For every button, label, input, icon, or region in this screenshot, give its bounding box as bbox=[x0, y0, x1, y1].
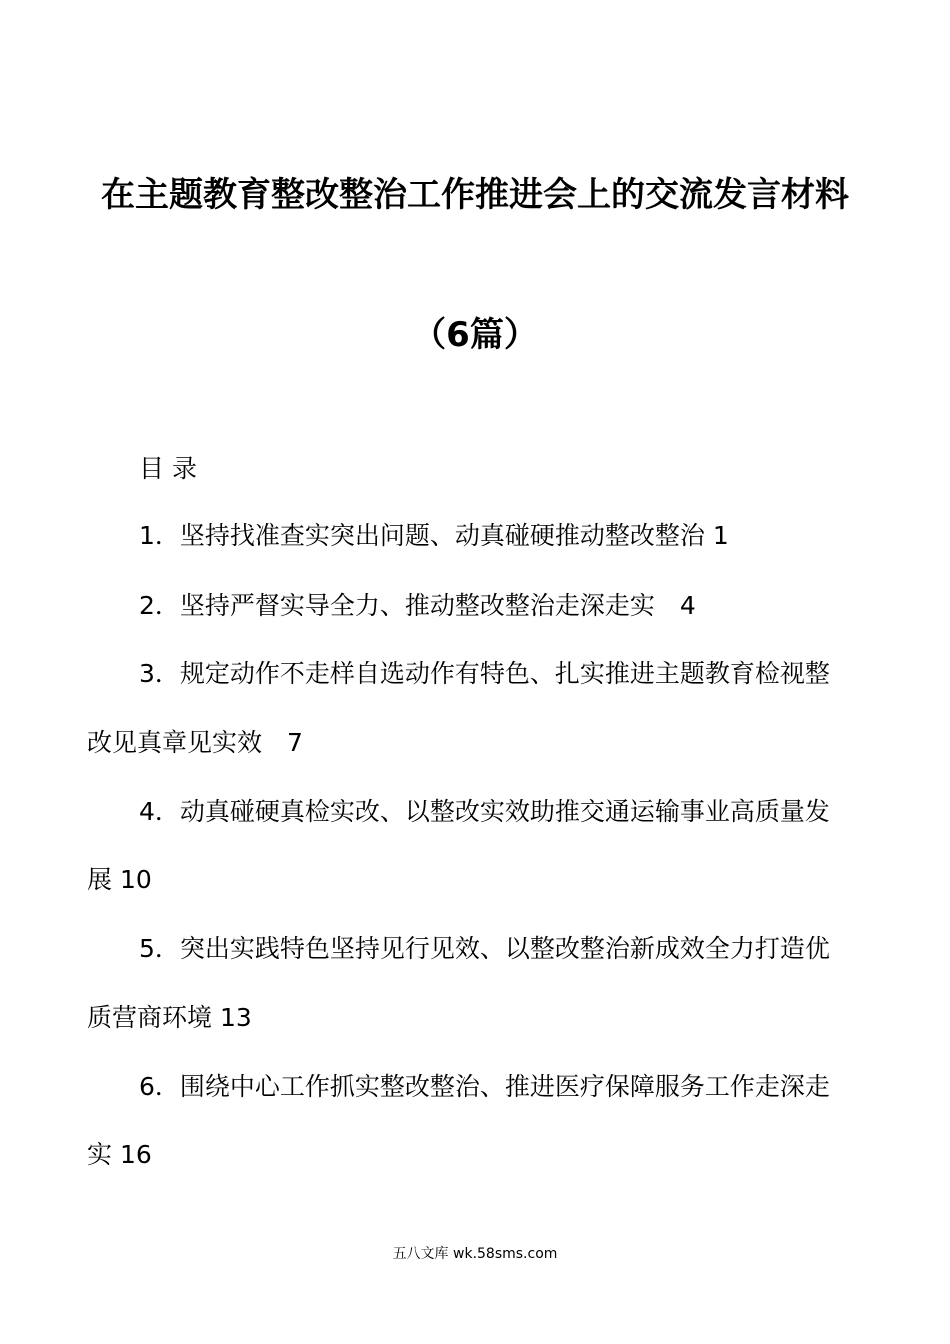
toc-item-4-line-1: 4．动真碰硬真检实改、以整改实效助推交通运输事业高质量发 bbox=[139, 797, 830, 826]
toc-item-6-line-1: 6．围绕中心工作抓实整改整治、推进医疗保障服务工作走深走 bbox=[139, 1072, 830, 1101]
document-title-line-1: 在主题教育整改整治工作推进会上的交流发言材料 bbox=[101, 175, 849, 215]
toc-item-4-line-2: 展 10 bbox=[87, 865, 152, 894]
toc-item-5-line-2: 质营商环境 13 bbox=[87, 1003, 252, 1032]
footer-watermark: 五八文库 wk.58sms.com bbox=[392, 1246, 558, 1262]
toc-item-1: 1．坚持找准查实突出问题、动真碰硬推动整改整治 1 bbox=[139, 521, 729, 550]
toc-heading: 目 录 bbox=[139, 454, 197, 483]
toc-item-3-line-1: 3．规定动作不走样自选动作有特色、扎实推进主题教育检视整 bbox=[139, 659, 830, 688]
document-title-line-2: （6篇） bbox=[412, 315, 538, 355]
toc-item-3-line-2: 改见真章见实效 7 bbox=[87, 728, 303, 757]
toc-item-6-line-2: 实 16 bbox=[87, 1140, 152, 1169]
toc-item-5-line-1: 5．突出实践特色坚持见行见效、以整改整治新成效全力打造优 bbox=[139, 934, 830, 963]
toc-item-2: 2．坚持严督实导全力、推动整改整治走深走实 4 bbox=[139, 591, 696, 620]
